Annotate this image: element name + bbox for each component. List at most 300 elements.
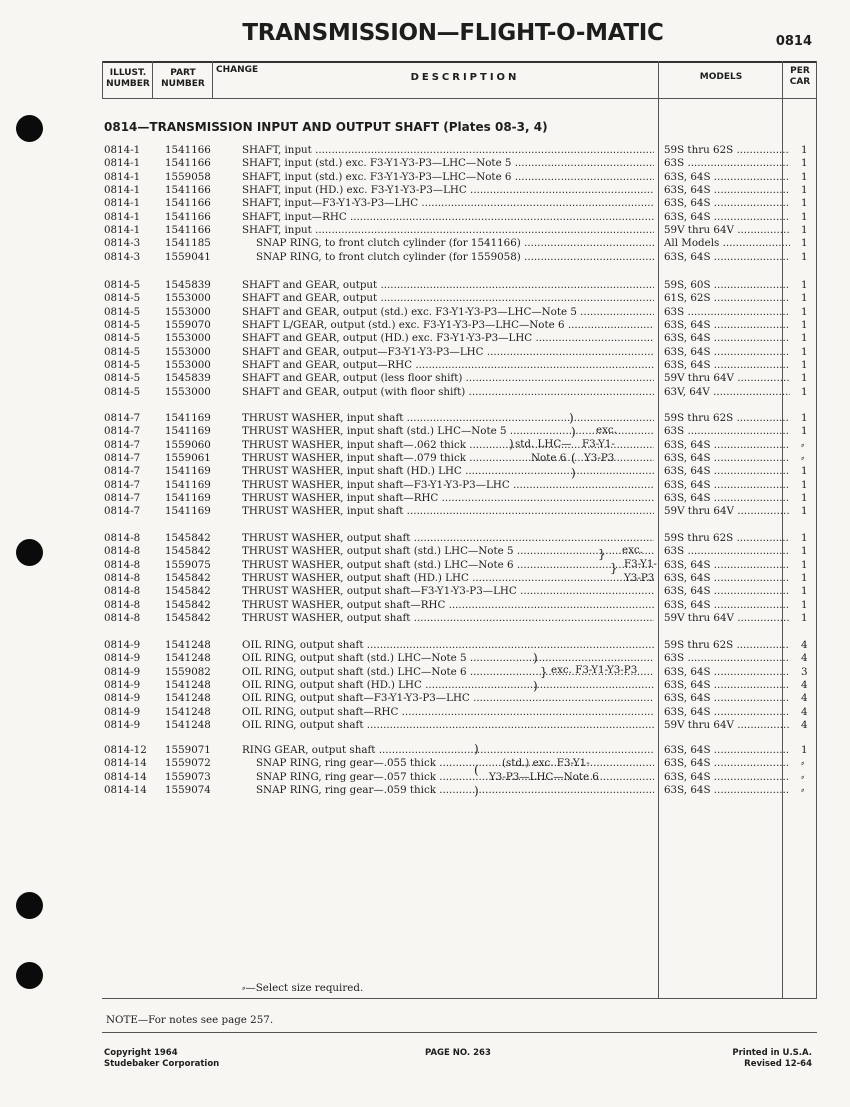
dot-leader <box>711 559 791 571</box>
illust-number: 0814-8 <box>104 532 141 544</box>
table-row <box>0 143 850 157</box>
table-row <box>0 598 850 612</box>
brace-note: exc. <box>622 544 643 556</box>
models: 59V thru 64V ..... <box>664 718 790 732</box>
dot-leader <box>710 386 790 398</box>
note-bottom-rule <box>102 1032 817 1033</box>
part-number: 1541248 <box>165 719 211 732</box>
footnote: ⸗—Select size required. <box>242 982 364 994</box>
per-car: 1 <box>801 305 808 318</box>
brace-symbol: ) <box>474 784 479 798</box>
table-row <box>0 464 850 478</box>
models: 63S, 64S ..... <box>664 183 790 197</box>
table-row <box>0 783 850 797</box>
dot-leader <box>684 425 790 437</box>
dot-leader <box>711 679 791 691</box>
header-bottom-rule <box>102 98 817 99</box>
header-per-car: PER CAR <box>789 66 811 87</box>
illust-number: 0814-9 <box>104 705 141 718</box>
brace-symbol: ) <box>509 437 514 451</box>
table-row <box>0 318 850 332</box>
models: 59S thru 62S ..... <box>664 411 790 425</box>
description: THRUST WASHER, input shaft ..... <box>242 411 654 425</box>
dot-leader <box>684 157 790 169</box>
per-car: 1 <box>801 425 808 438</box>
part-number: 1541169 <box>165 492 211 505</box>
description: SHAFT, input (std.) exc. F3-Y1-Y3-P3—LHC—Note 5 ..... <box>242 156 654 170</box>
illust-number: 0814-7 <box>104 412 141 424</box>
part-number: 1545842 <box>165 532 211 544</box>
table-row <box>0 385 850 399</box>
models: 63S, 64S ..... <box>664 210 790 224</box>
table-row <box>0 611 850 625</box>
models: 59V thru 64V ..... <box>664 223 790 237</box>
page-title: TRANSMISSION—FLIGHT-O-MATIC <box>242 20 664 46</box>
dot-leader <box>733 412 790 424</box>
dot-leader <box>711 292 791 304</box>
models: 63S, 64S ..... <box>664 358 790 372</box>
dot-leader <box>711 184 791 196</box>
dot-leader <box>436 784 654 796</box>
models: 63S, 64S ..... <box>664 558 790 572</box>
part-number: 1559073 <box>165 770 211 783</box>
description: THRUST WASHER, input shaft—RHC ..... <box>242 491 654 505</box>
dot-leader <box>403 505 654 517</box>
part-number: 1541248 <box>165 652 211 665</box>
table-row <box>0 250 850 264</box>
table-row <box>0 531 850 545</box>
description: THRUST WASHER, input shaft—.079 thick ..... <box>242 451 654 465</box>
part-number: 1541166 <box>165 144 211 156</box>
header-part-number: PART NUMBER <box>161 68 205 89</box>
models: 63S, 64S ..... <box>664 705 790 719</box>
per-car: ⸗ <box>801 770 805 783</box>
part-number: 1541166 <box>165 224 211 237</box>
description: SHAFT and GEAR, output (HD.) exc. F3-Y1-Y3-P3—LHC ..... <box>242 331 654 345</box>
part-number: 1541166 <box>165 197 211 210</box>
description: THRUST WASHER, output shaft ..... <box>242 531 654 545</box>
illust-number: 0814-1 <box>104 184 141 197</box>
brace-note: Y3-P3—LHC—Note 6 <box>489 771 599 783</box>
models: 59V thru 64V ..... <box>664 611 790 625</box>
dot-leader <box>733 144 790 156</box>
description: SHAFT and GEAR, output—F3-Y1-Y3-P3—LHC ..... <box>242 345 654 359</box>
dot-leader <box>711 211 791 223</box>
models: 63S, 64S ..... <box>664 584 790 598</box>
illust-number: 0814-14 <box>104 770 147 783</box>
description: THRUST WASHER, input shaft (HD.) LHC ..... <box>242 464 654 478</box>
table-row <box>0 558 850 572</box>
table-row <box>0 170 850 184</box>
brace-note: Note 6 <box>531 452 567 464</box>
description: OIL RING, output shaft (std.) LHC—Note 5 ..... <box>242 651 654 665</box>
per-car: 1 <box>801 585 808 598</box>
illust-number: 0814-5 <box>104 359 141 372</box>
per-car: 1 <box>801 744 808 756</box>
dot-leader <box>734 505 790 517</box>
part-number: 1541166 <box>165 157 211 170</box>
dot-leader <box>711 465 791 477</box>
per-car: ⸗ <box>801 784 805 797</box>
print-info: Printed in U.S.A. Revised 12-64 <box>732 1048 812 1069</box>
table-row <box>0 504 850 518</box>
dot-leader <box>711 572 791 584</box>
description: OIL RING, output shaft (std.) LHC—Note 6 ..... <box>242 665 654 679</box>
per-car: 1 <box>801 237 808 250</box>
per-car: 1 <box>801 144 808 156</box>
description: SNAP RING, ring gear—.059 thick ..... <box>256 783 654 797</box>
copyright: Copyright 1964 Studebaker Corporation <box>104 1048 220 1069</box>
per-car: 1 <box>801 170 808 183</box>
table-row <box>0 691 850 705</box>
note: NOTE—For notes see page 257. <box>106 1014 274 1026</box>
dot-leader <box>719 237 790 249</box>
dot-leader <box>438 492 654 504</box>
per-car: 1 <box>801 292 808 305</box>
table-row <box>0 223 850 237</box>
dot-leader <box>377 279 654 291</box>
dot-leader <box>684 306 790 318</box>
illust-number: 0814-1 <box>104 157 141 170</box>
per-car: 1 <box>801 224 808 237</box>
per-car: 3 <box>801 665 808 678</box>
brace-note: F3-Y1- <box>582 438 615 450</box>
description: SHAFT and GEAR, output ..... <box>242 291 654 305</box>
page-number: PAGE NO. 263 <box>425 1048 491 1058</box>
illust-number: 0814-8 <box>104 598 141 611</box>
table-row <box>0 345 850 359</box>
description: THRUST WASHER, input shaft (std.) LHC—Note 5 ..... <box>242 424 654 438</box>
dot-leader <box>711 585 791 597</box>
col-divider-2 <box>212 61 213 99</box>
illust-number: 0814-5 <box>104 372 141 385</box>
brace-note: Y3-P3 <box>624 572 655 584</box>
dot-leader <box>467 184 654 196</box>
models: 59S thru 62S ..... <box>664 531 790 545</box>
table-row <box>0 665 850 679</box>
table-row <box>0 571 850 585</box>
per-car: 4 <box>801 719 808 732</box>
part-number: 1559058 <box>165 170 211 183</box>
illust-number: 0814-7 <box>104 452 141 465</box>
illust-number: 0814-5 <box>104 332 141 345</box>
per-car: 1 <box>801 478 808 491</box>
dot-leader <box>711 346 791 358</box>
dot-leader <box>711 744 791 756</box>
models: 63S, 64S ..... <box>664 331 790 345</box>
part-number: 1545842 <box>165 572 211 585</box>
description: THRUST WASHER, input shaft ..... <box>242 504 654 518</box>
brace-note: exc. <box>596 424 617 436</box>
models: 63S, 64S ..... <box>664 464 790 478</box>
brace-symbol: ) <box>569 411 574 425</box>
per-car: 1 <box>801 184 808 197</box>
dot-leader <box>510 479 654 491</box>
dot-leader <box>734 719 790 731</box>
illust-number: 0814-8 <box>104 585 141 598</box>
part-number: 1541166 <box>165 210 211 223</box>
brace-note: exc. F3-Y1-Y3-P3 <box>551 664 638 676</box>
models: 63S, 64S ..... <box>664 598 790 612</box>
dot-leader <box>375 744 654 756</box>
illust-number: 0814-9 <box>104 665 141 678</box>
table-row <box>0 196 850 210</box>
dot-leader <box>462 465 654 477</box>
part-number: 1559061 <box>165 452 211 465</box>
table-row <box>0 183 850 197</box>
table-row <box>0 371 850 385</box>
part-number: 1559070 <box>165 319 211 332</box>
col-divider-1 <box>152 61 153 99</box>
per-car: 1 <box>801 558 808 571</box>
table-row <box>0 424 850 438</box>
dot-leader <box>711 757 791 769</box>
illust-number: 0814-7 <box>104 425 141 438</box>
table-row <box>0 718 850 732</box>
dot-leader <box>711 359 791 371</box>
models: 59V thru 64V ..... <box>664 504 790 518</box>
illust-number: 0814-8 <box>104 558 141 571</box>
illust-number: 0814-1 <box>104 210 141 223</box>
brace-symbol: ) <box>571 466 576 480</box>
dot-leader <box>734 612 790 624</box>
description: SHAFT and GEAR, output (with floor shift) ..... <box>242 385 654 399</box>
dot-leader <box>410 612 654 624</box>
part-number: 1545839 <box>165 279 211 291</box>
table-left-rule <box>102 61 103 99</box>
description: THRUST WASHER, output shaft (std.) LHC—Note 5 ..... <box>242 544 654 558</box>
part-number: 1541169 <box>165 505 211 518</box>
part-number: 1559072 <box>165 757 211 770</box>
dot-leader <box>521 237 654 249</box>
part-number: 1553000 <box>165 292 211 305</box>
description: SHAFT, input—F3-Y1-Y3-P3—LHC ..... <box>242 196 654 210</box>
description: SHAFT, input (HD.) exc. F3-Y1-Y3-P3—LHC ..... <box>242 183 654 197</box>
dot-leader <box>711 171 791 183</box>
per-car: 1 <box>801 250 808 263</box>
dot-leader <box>684 545 790 557</box>
description: SHAFT, input (std.) exc. F3-Y1-Y3-P3—LHC—Note 6 ..... <box>242 170 654 184</box>
brace-note: F3-Y1- <box>624 558 657 570</box>
header-description: DESCRIPTION <box>410 72 520 83</box>
per-car: 1 <box>801 319 808 332</box>
dot-leader <box>363 639 654 651</box>
models: 63S, 64S ..... <box>664 770 790 784</box>
illust-number: 0814-5 <box>104 319 141 332</box>
per-car: 4 <box>801 639 808 651</box>
brace-symbol: ( <box>474 763 479 777</box>
part-number: 1559041 <box>165 250 211 263</box>
models: 61S, 62S ..... <box>664 291 790 305</box>
part-number: 1541248 <box>165 692 211 705</box>
part-number: 1545842 <box>165 598 211 611</box>
table-row <box>0 411 850 425</box>
models: All Models ..... <box>664 236 790 250</box>
brace-symbol: } <box>540 665 548 679</box>
illust-number: 0814-8 <box>104 545 141 558</box>
dot-leader <box>484 346 654 358</box>
section-number: 0814 <box>775 34 812 49</box>
dot-leader <box>532 332 654 344</box>
illust-number: 0814-5 <box>104 305 141 318</box>
per-car: ⸗ <box>801 438 805 451</box>
dot-leader <box>521 251 654 263</box>
table-row <box>0 705 850 719</box>
per-car: 1 <box>801 532 808 544</box>
description: SHAFT and GEAR, output ..... <box>242 278 654 292</box>
description: OIL RING, output shaft ..... <box>242 718 654 732</box>
dot-leader <box>470 692 654 704</box>
dot-leader <box>418 197 654 209</box>
illust-number: 0814-5 <box>104 345 141 358</box>
models: 63S, 64S ..... <box>664 478 790 492</box>
dot-leader <box>734 372 790 384</box>
dot-leader <box>507 425 654 437</box>
table-row <box>0 678 850 692</box>
dot-leader <box>377 292 654 304</box>
description: THRUST WASHER, output shaft ..... <box>242 611 654 625</box>
dot-leader <box>711 279 791 291</box>
description: SHAFT, input ..... <box>242 143 654 157</box>
part-number: 1541169 <box>165 478 211 491</box>
dot-leader <box>711 452 791 464</box>
table-row <box>0 638 850 652</box>
dot-leader <box>363 719 654 731</box>
part-number: 1559071 <box>165 744 211 756</box>
per-car: 1 <box>801 572 808 585</box>
per-car: 1 <box>801 505 808 518</box>
dot-leader <box>711 492 791 504</box>
illust-number: 0814-9 <box>104 639 141 651</box>
illust-number: 0814-14 <box>104 784 147 797</box>
table-row <box>0 651 850 665</box>
section-title: 0814—TRANSMISSION INPUT AND OUTPUT SHAFT (Plates 08-3, 4) <box>104 120 548 134</box>
models: 63S, 64S ..... <box>664 196 790 210</box>
brace-note: Y3-P3 <box>584 452 615 464</box>
table-row <box>0 478 850 492</box>
table-row <box>0 544 850 558</box>
per-car: 1 <box>801 612 808 625</box>
models: 63S, 64S ..... <box>664 743 790 757</box>
illust-number: 0814-9 <box>104 679 141 692</box>
table-row <box>0 743 850 757</box>
part-number: 1559075 <box>165 558 211 571</box>
part-number: 1541166 <box>165 184 211 197</box>
dot-leader <box>684 652 790 664</box>
dot-leader <box>517 585 654 597</box>
description: OIL RING, output shaft ..... <box>242 638 654 652</box>
part-number: 1545842 <box>165 545 211 558</box>
description: SHAFT, input—RHC ..... <box>242 210 654 224</box>
illust-number: 0814-12 <box>104 744 147 756</box>
illust-number: 0814-8 <box>104 572 141 585</box>
description: THRUST WASHER, input shaft—.062 thick ..... <box>242 438 654 452</box>
models: 63S ..... <box>664 305 790 319</box>
illust-number: 0814-5 <box>104 279 141 291</box>
per-car: 1 <box>801 465 808 478</box>
table-row <box>0 756 850 770</box>
dot-leader <box>711 599 791 611</box>
table-row <box>0 210 850 224</box>
part-number: 1559074 <box>165 784 211 797</box>
illust-number: 0814-1 <box>104 144 141 156</box>
illust-number: 0814-7 <box>104 492 141 505</box>
part-number: 1545842 <box>165 612 211 625</box>
dot-leader <box>711 439 791 451</box>
models: 63S, 64S ..... <box>664 438 790 452</box>
description: OIL RING, output shaft—RHC ..... <box>242 705 654 719</box>
binder-hole-3 <box>16 892 43 919</box>
part-number: 1541185 <box>165 237 211 250</box>
header-illust-number: ILLUST. NUMBER <box>106 68 150 89</box>
models: 63S, 64S ..... <box>664 665 790 679</box>
part-number: 1553000 <box>165 385 211 398</box>
illust-number: 0814-7 <box>104 438 141 451</box>
models: 63S, 64S ..... <box>664 491 790 505</box>
dot-leader <box>412 359 654 371</box>
per-car: 1 <box>801 345 808 358</box>
brace-symbol: ) <box>533 679 538 693</box>
dot-leader <box>733 639 790 651</box>
models: 63S, 64S ..... <box>664 691 790 705</box>
table-row <box>0 584 850 598</box>
part-number: 1541169 <box>165 412 211 424</box>
brace-note: std. LHC— <box>515 438 572 450</box>
models: 63S ..... <box>664 651 790 665</box>
dot-leader <box>410 532 654 544</box>
dot-leader <box>711 771 791 783</box>
dot-leader <box>711 332 791 344</box>
models: 63S, 64S ..... <box>664 783 790 797</box>
dot-leader <box>711 784 791 796</box>
models: 59S thru 62S ..... <box>664 143 790 157</box>
dot-leader <box>733 532 790 544</box>
description: THRUST WASHER, output shaft (HD.) LHC ..... <box>242 571 654 585</box>
models: 63S, 64S ..... <box>664 756 790 770</box>
per-car: 1 <box>801 385 808 398</box>
part-number: 1545839 <box>165 372 211 385</box>
illust-number: 0814-8 <box>104 612 141 625</box>
dot-leader <box>565 319 654 331</box>
dot-leader <box>711 706 791 718</box>
per-car: 1 <box>801 412 808 424</box>
illust-number: 0814-5 <box>104 385 141 398</box>
dot-leader <box>347 211 654 223</box>
models: 63S ..... <box>664 156 790 170</box>
description: THRUST WASHER, output shaft (std.) LHC—Note 6 ..... <box>242 558 654 572</box>
per-car: 1 <box>801 372 808 385</box>
description: RING GEAR, output shaft ..... <box>242 743 654 757</box>
per-car: 1 <box>801 210 808 223</box>
table-row <box>0 770 850 784</box>
dot-leader <box>511 157 654 169</box>
models: 63S, 64S ..... <box>664 451 790 465</box>
description: OIL RING, output shaft (HD.) LHC ..... <box>242 678 654 692</box>
per-car: 1 <box>801 359 808 372</box>
table-row <box>0 305 850 319</box>
brace-note: (std.) exc. F3-Y1- <box>502 757 590 769</box>
per-car: 1 <box>801 492 808 505</box>
illust-number: 0814-7 <box>104 478 141 491</box>
brace-symbol: ( <box>571 451 576 465</box>
part-number: 1553000 <box>165 359 211 372</box>
per-car: 1 <box>801 197 808 210</box>
part-number: 1559082 <box>165 665 211 678</box>
description: THRUST WASHER, input shaft—F3-Y1-Y3-P3—LHC ..... <box>242 478 654 492</box>
dot-leader <box>312 144 654 156</box>
binder-hole-4 <box>16 962 43 989</box>
table-row <box>0 156 850 170</box>
